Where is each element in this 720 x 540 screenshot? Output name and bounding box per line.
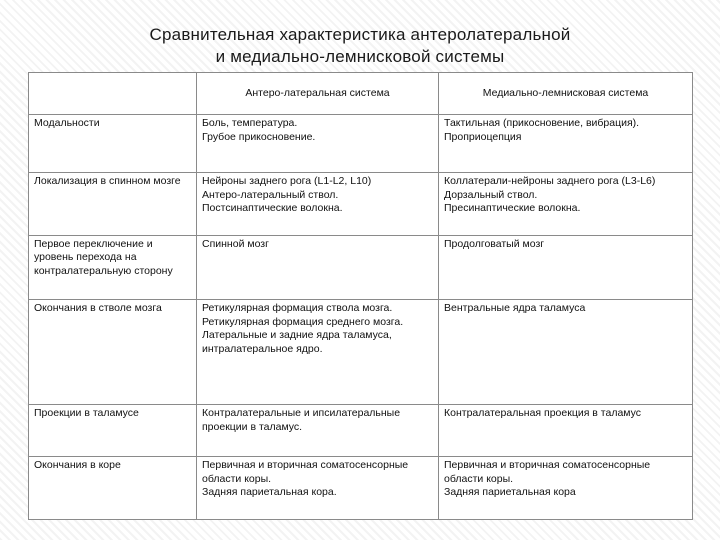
cell-line: Первичная и вторичная соматосенсорные области коры. (202, 459, 409, 485)
cell-line: Ретикулярная формация ствола мозга. (202, 302, 393, 315)
header-anterolateral: Антеро-латеральная система (197, 73, 439, 115)
cell-line: Дорзальный ствол. (444, 188, 538, 201)
cell-line: Постсинаптические волокна. (202, 202, 343, 215)
cell-line: Коллатерали-нейроны заднего рога (L3-L6) (444, 175, 656, 188)
cell-lemniscal (439, 173, 693, 235)
cell-line: Задняя париетальная кора. (202, 486, 337, 499)
cell-lemniscal (439, 235, 693, 299)
cell-lemniscal (439, 115, 693, 173)
cell-anterolateral (197, 115, 439, 173)
cell-line: Пресинаптические волокна. (444, 202, 581, 215)
row-label: Окончания в коре (29, 457, 197, 520)
cell-anterolateral (197, 173, 439, 235)
title-line-2: и медиально-лемнисковой системы (215, 47, 505, 66)
cell-line: Контралатеральные и ипсилатеральные проекции в таламус. (202, 407, 401, 433)
cell-line: Спинной мозг (202, 237, 269, 250)
cell-anterolateral (197, 457, 439, 520)
table-row (29, 457, 693, 520)
cell-line: Антеро-латеральный ствол. (202, 188, 339, 201)
header-lemniscal: Медиально-лемнисковая система (439, 73, 693, 115)
table-header-row (29, 73, 693, 115)
cell-line: Вентральные ядра таламуса (444, 302, 586, 315)
cell-anterolateral (197, 235, 439, 299)
cell-line: Задняя париетальная кора (444, 486, 576, 499)
cell-line: Грубое прикосновение. (202, 130, 316, 143)
cell-line: Тактильная (прикосновение, вибрация). (444, 117, 640, 129)
table-row (29, 405, 693, 457)
comparison-table (28, 72, 693, 520)
cell-lemniscal (439, 457, 693, 520)
title-line-1: Сравнительная характеристика антеролатеральной (149, 25, 571, 44)
table-row (29, 235, 693, 299)
cell-lemniscal (439, 405, 693, 457)
header-empty-cell (29, 73, 197, 115)
cell-line: Продолговатый мозг (444, 237, 545, 250)
row-label: Модальности (29, 115, 197, 173)
cell-anterolateral (197, 405, 439, 457)
table-row (29, 300, 693, 405)
cell-line: Первичная и вторичная соматосенсорные области коры. (444, 459, 651, 485)
table-row (29, 173, 693, 235)
cell-line: Контралатеральная проекция в таламус (444, 407, 642, 420)
cell-anterolateral (197, 300, 439, 405)
cell-line: Латеральные и задние ядра таламуса, интралатеральное ядро. (202, 329, 392, 355)
cell-line: Ретикулярная формация среднего мозга. (202, 315, 404, 328)
row-label: Локализация в спинном мозге (29, 173, 197, 235)
row-label: Проекции в таламусе (29, 405, 197, 457)
cell-line: Нейроны заднего рога (L1-L2, L10) (202, 175, 372, 188)
table-row (29, 115, 693, 173)
cell-line: Боль, температура. (202, 117, 298, 129)
row-label: Первое переключение и уровень перехода на контралатеральную сторону (29, 235, 197, 299)
cell-line: Проприоцепция (444, 130, 522, 143)
page-title (0, 24, 720, 68)
cell-lemniscal (439, 300, 693, 405)
row-label: Окончания в стволе мозга (29, 300, 197, 405)
